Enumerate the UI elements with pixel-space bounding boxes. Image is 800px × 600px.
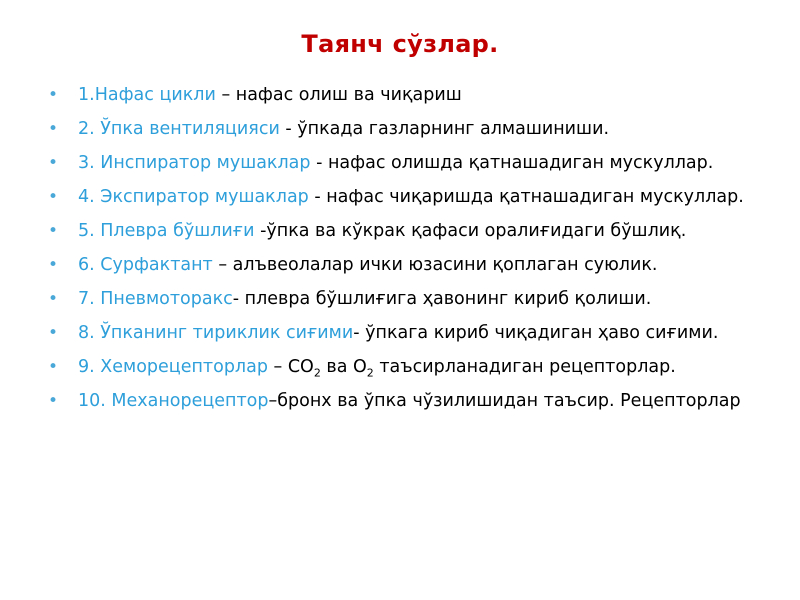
bullet-icon: •	[48, 119, 59, 139]
term-definition: -ўпка ва кўкрак қафаси оралиғидаги бўшлиқ.	[254, 221, 687, 241]
subscript: 2	[313, 366, 321, 380]
term-name: 8. Ўпканинг тириклик сиғими	[78, 323, 354, 343]
term-name: 2. Ўпка вентиляцияси	[78, 119, 280, 139]
list-item	[48, 218, 778, 245]
term-name: 7. Пневмоторакс	[78, 289, 233, 309]
bullet-icon: •	[48, 85, 59, 105]
list-item	[48, 320, 778, 347]
term-definition: - ўпкага кириб чиқадиган ҳаво сиғими.	[353, 323, 719, 343]
term-name: 6. Сурфактант	[78, 255, 213, 275]
list-item	[48, 286, 778, 313]
term-name: 9. Хеморецепторлар	[78, 357, 268, 377]
term-definition: - нафас олишда қатнашадиган мускуллар.	[310, 153, 714, 173]
list-item	[48, 150, 778, 177]
subscript: 2	[366, 366, 374, 380]
term-definition: - ўпкада газларнинг алмашиниши.	[279, 119, 610, 139]
terms-list	[48, 82, 778, 422]
list-item	[48, 82, 778, 109]
term-definition: - плевра бўшлиғига ҳавонинг кириб қолиши.	[232, 289, 652, 309]
bullet-icon: •	[48, 391, 59, 411]
term-definition-post: таъсирланадиган рецепторлар.	[373, 357, 676, 377]
term-definition: – нафас олиш ва чиқариш	[215, 85, 462, 105]
term-name: 4. Экспиратор мушаклар	[78, 187, 309, 207]
list-item	[48, 354, 778, 381]
term-name: 10. Механорецептор	[78, 391, 269, 411]
bullet-icon: •	[48, 357, 59, 377]
bullet-icon: •	[48, 221, 59, 241]
list-item	[48, 184, 778, 211]
slide-title: Таянч сўзлар.	[301, 30, 499, 58]
term-definition: –бронх ва ўпка чўзилишидан таъсир. Рецепторлар	[268, 391, 741, 411]
bullet-icon: •	[48, 153, 59, 173]
term-definition: – алъвеолалар ички юзасини қоплаган суюлик.	[212, 255, 658, 275]
bullet-icon: •	[48, 255, 59, 275]
list-item	[48, 388, 778, 415]
term-definition-mid: ва О	[320, 357, 367, 377]
term-name: 5. Плевра бўшлиғи	[78, 221, 255, 241]
term-name: 3. Инспиратор мушаклар	[78, 153, 311, 173]
bullet-icon: •	[48, 323, 59, 343]
term-name: 1.Нафас цикли	[78, 85, 216, 105]
list-item	[48, 116, 778, 143]
term-definition-pre: – СО	[267, 357, 314, 377]
list-item	[48, 252, 778, 279]
bullet-icon: •	[48, 289, 59, 309]
term-definition: - нафас чиқаришда қатнашадиган мускуллар.	[308, 187, 744, 207]
bullet-icon: •	[48, 187, 59, 207]
